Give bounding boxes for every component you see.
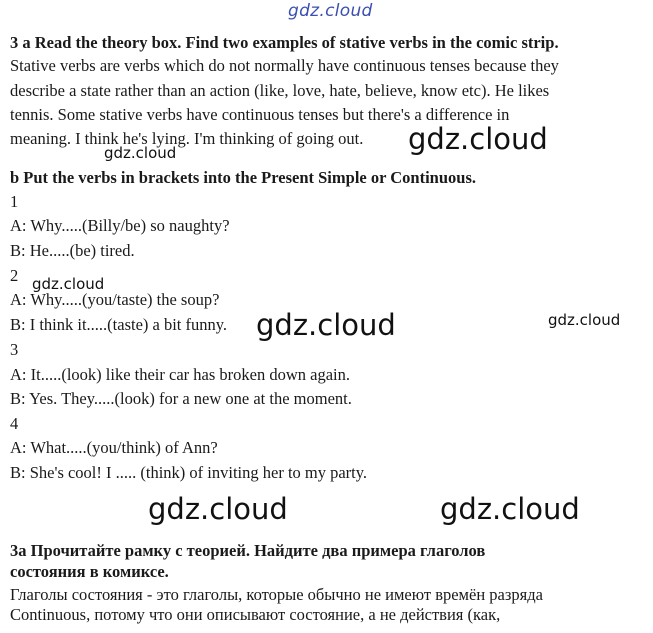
item-line-a: A: It.....(look) like their car has broken down again. (10, 365, 350, 384)
item-line-a: A: Why.....(you/taste) the soup? (10, 290, 220, 309)
watermark: gdz.cloud (256, 308, 396, 342)
watermark: gdz.cloud (104, 144, 177, 162)
item-line-b: B: I think it.....(taste) a bit funny. (10, 315, 228, 334)
item-number: 2 (10, 266, 19, 285)
task-a-body-line-3: tennis. Some stative verbs have continuous tenses but there's a difference in (10, 105, 510, 124)
ru-heading-line-1: 3а Прочитайте рамку с теорией. Найдите два примера глаголов (10, 541, 486, 560)
item-line-b: B: Yes. They.....(look) for a new one at the moment. (10, 389, 352, 408)
watermark-top: gdz.cloud (288, 1, 373, 21)
watermark: gdz.cloud (408, 122, 548, 156)
item-line-b: B: She's cool! I ..... (think) of inviting her to my party. (10, 463, 368, 482)
item-number: 3 (10, 340, 19, 359)
ru-body-line-2: Continuous, потому что они описывают состояние, а не действия (как, (10, 605, 501, 624)
task-b-heading: b Put the verbs in brackets into the Present Simple or Continuous. (10, 168, 476, 187)
item-line-b: B: He.....(be) tired. (10, 241, 135, 260)
watermark: gdz.cloud (440, 492, 580, 526)
item-number: 4 (10, 414, 19, 433)
task-a-body-line-2: describe a state rather than an action (like, love, hate, believe, know etc). He likes (10, 81, 550, 100)
ru-heading-line-2: состояния в комиксе. (10, 562, 169, 581)
item-number: 1 (10, 192, 19, 211)
task-a-body-line-4: meaning. I think he's lying. I'm thinking of going out. (10, 129, 364, 148)
watermark: gdz.cloud (548, 311, 621, 329)
watermark: gdz.cloud (148, 492, 288, 526)
task-a-body-line-1: Stative verbs are verbs which do not normally have continuous tenses because they (10, 56, 559, 75)
item-line-a: A: What.....(you/think) of Ann? (10, 438, 218, 457)
ru-body-line-1: Глаголы состояния - это глаголы, которые обычно не имеют времён разряда (10, 585, 543, 604)
watermark: gdz.cloud (32, 275, 105, 293)
task-a-heading: 3 a Read the theory box. Find two examples of stative verbs in the comic strip. (10, 33, 559, 52)
item-line-a: A: Why.....(Billy/be) so naughty? (10, 216, 230, 235)
